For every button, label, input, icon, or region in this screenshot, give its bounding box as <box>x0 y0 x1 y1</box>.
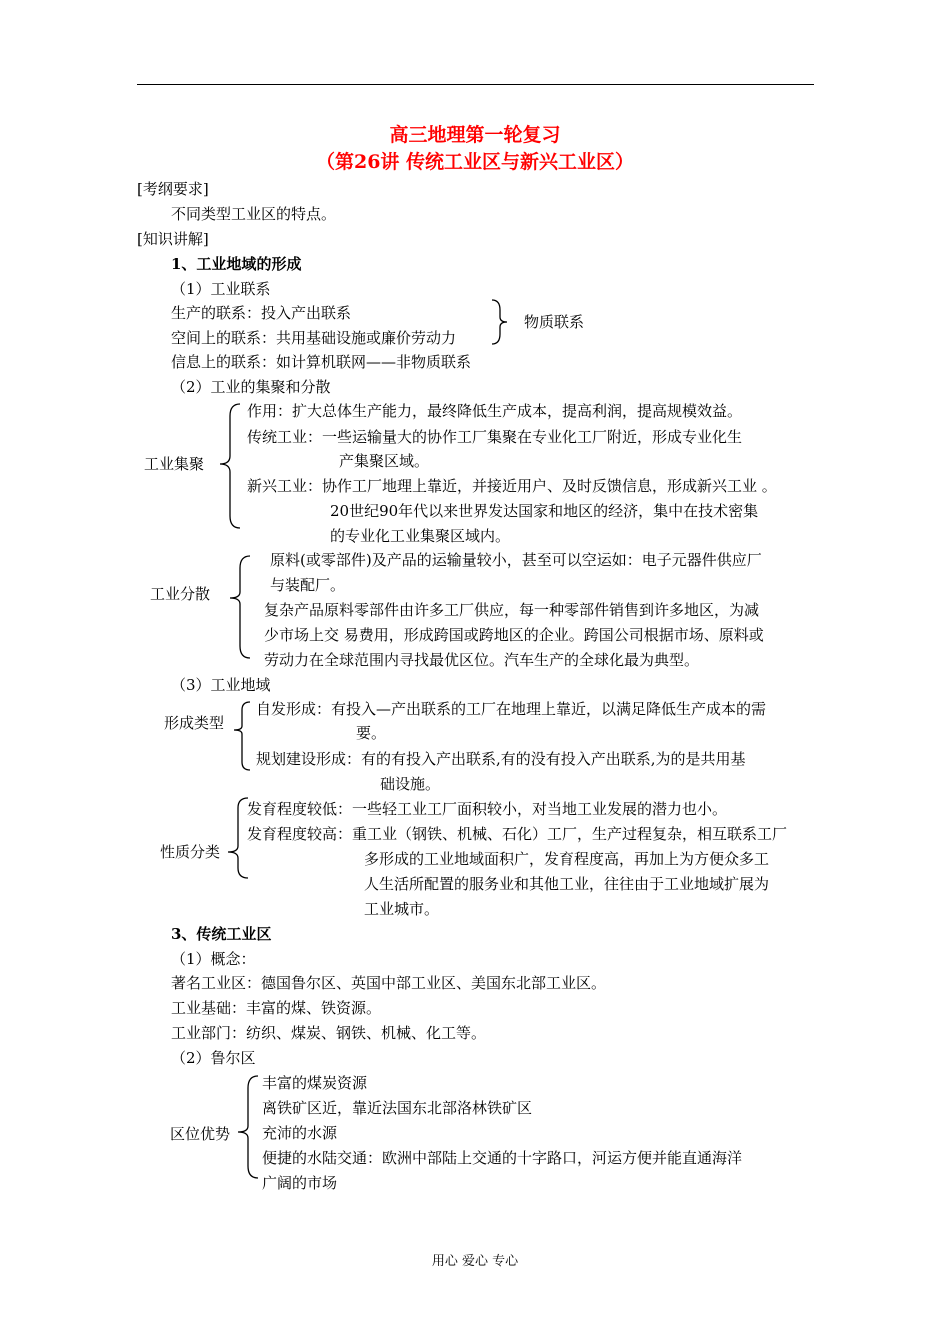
fensan-line-5: 劳动力在全球范围内寻找最优区位。汽车生产的全球化最为典型。 <box>264 651 700 669</box>
quwei-label: 区位优势 <box>170 1125 231 1143</box>
jiju-line-6: 的专业化工业集聚区域内。 <box>330 527 511 545</box>
xingzhi-line-3: 多形成的工业地域面积广，发育程度高，再加上为方便众多工 <box>364 850 770 868</box>
header-rule <box>137 84 814 85</box>
section-1-heading: 1、工业地域的形成 <box>171 255 302 273</box>
right-brace-1 <box>490 298 510 346</box>
jiju-line-2: 传统工业：一些运输量大的协作工厂集聚在专业化工厂附近，形成专业化生 <box>247 428 743 446</box>
left-brace-fensan <box>228 554 252 660</box>
left-brace-jiju <box>218 402 242 530</box>
jiju-line-3: 产集聚区域。 <box>339 452 430 470</box>
fensan-line-1: 原料(或零部件)及产品的运输量较小，甚至可以空运如：电子元器件供应厂 <box>270 551 762 569</box>
jiju-label: 工业集聚 <box>144 455 205 473</box>
jiju-line-5: 20世纪90年代以来世界发达国家和地区的经济，集中在技术密集 <box>330 502 759 520</box>
jiju-line-4: 新兴工业：协作工厂地理上靠近，并接近用户、及时反馈信息，形成新兴工业 。 <box>247 477 777 495</box>
fensan-label: 工业分散 <box>150 585 211 603</box>
quwei-line-1: 丰富的煤炭资源 <box>262 1074 368 1092</box>
fensan-line-4: 少市场上交 易费用，形成跨国或跨地区的企业。跨国公司根据市场、原料或 <box>264 626 764 644</box>
xingcheng-line-2: 要。 <box>356 724 387 742</box>
xingcheng-line-1: 自发形成：有投入—产出联系的工厂在地理上靠近，以满足降低生产成本的需 <box>256 700 767 718</box>
xingzhi-line-1: 发育程度较低：一些轻工业工厂面积较小，对当地工业发展的潜力也小。 <box>247 800 728 818</box>
quwei-line-3: 充沛的水源 <box>262 1124 338 1142</box>
p1-heading: （1）工业联系 <box>171 280 271 298</box>
quwei-line-2: 离铁矿区近，靠近法国东北部洛林铁矿区 <box>262 1099 533 1117</box>
s3-p1-heading: （1）概念： <box>171 950 256 968</box>
kaogang-text: 不同类型工业区的特点。 <box>171 205 337 223</box>
xingcheng-label: 形成类型 <box>164 714 225 732</box>
kaogang-heading: [考纲要求] <box>137 180 209 198</box>
left-brace-xingcheng <box>232 700 252 772</box>
quwei-line-5: 广阔的市场 <box>262 1174 338 1192</box>
s3-p1-line-1: 著名工业区：德国鲁尔区、英国中部工业区、美国东北部工业区。 <box>171 974 607 992</box>
p1-item-1: 生产的联系：投入产出联系 <box>171 304 352 322</box>
zhishi-heading: [知识讲解] <box>137 230 209 248</box>
title-line-2: （第26讲 传统工业区与新兴工业区） <box>315 151 635 173</box>
xingcheng-line-4: 础设施。 <box>380 775 441 793</box>
left-brace-quwei <box>236 1074 260 1180</box>
quwei-line-4: 便捷的水陆交通：欧洲中部陆上交通的十字路口，河运方便并能直通海洋 <box>262 1149 743 1167</box>
jiju-line-1: 作用：扩大总体生产能力，最终降低生产成本，提高利润，提高规模效益。 <box>247 402 743 420</box>
xingzhi-label: 性质分类 <box>160 843 221 861</box>
page-footer: 用心 爱心 专心 <box>431 1254 519 1269</box>
p1-item-2: 空间上的联系：共用基础设施或廉价劳动力 <box>171 329 457 347</box>
p3-heading: （3）工业地域 <box>171 676 271 694</box>
xingzhi-line-2: 发育程度较高：重工业（钢铁、机械、石化）工厂，生产过程复杂，相互联系工厂 <box>247 825 788 843</box>
p1-bracket-label: 物质联系 <box>524 313 585 331</box>
p1-item-3: 信息上的联系：如计算机联网——非物质联系 <box>171 353 472 371</box>
xingcheng-line-3: 规划建设形成：有的有投入产出联系,有的没有投入产出联系,为的是共用基 <box>256 750 746 768</box>
title-line-1: 高三地理第一轮复习 <box>389 124 561 146</box>
s3-p1-line-3: 工业部门：纺织、煤炭、钢铁、机械、化工等。 <box>171 1024 487 1042</box>
xingzhi-line-5: 工业城市。 <box>364 900 440 918</box>
fensan-line-2: 与装配厂。 <box>270 576 346 594</box>
s3-p2-heading: （2）鲁尔区 <box>171 1049 256 1067</box>
xingzhi-line-4: 人生活所配置的服务业和其他工业，往往由于工业地域扩展为 <box>364 875 770 893</box>
fensan-line-3: 复杂产品原料零部件由许多工厂供应，每一种零部件销售到许多地区，为减 <box>264 601 760 619</box>
s3-p1-line-2: 工业基础：丰富的煤、铁资源。 <box>171 999 382 1017</box>
section-3-heading: 3、传统工业区 <box>171 925 272 943</box>
p2-heading: （2）工业的集聚和分散 <box>171 378 331 396</box>
